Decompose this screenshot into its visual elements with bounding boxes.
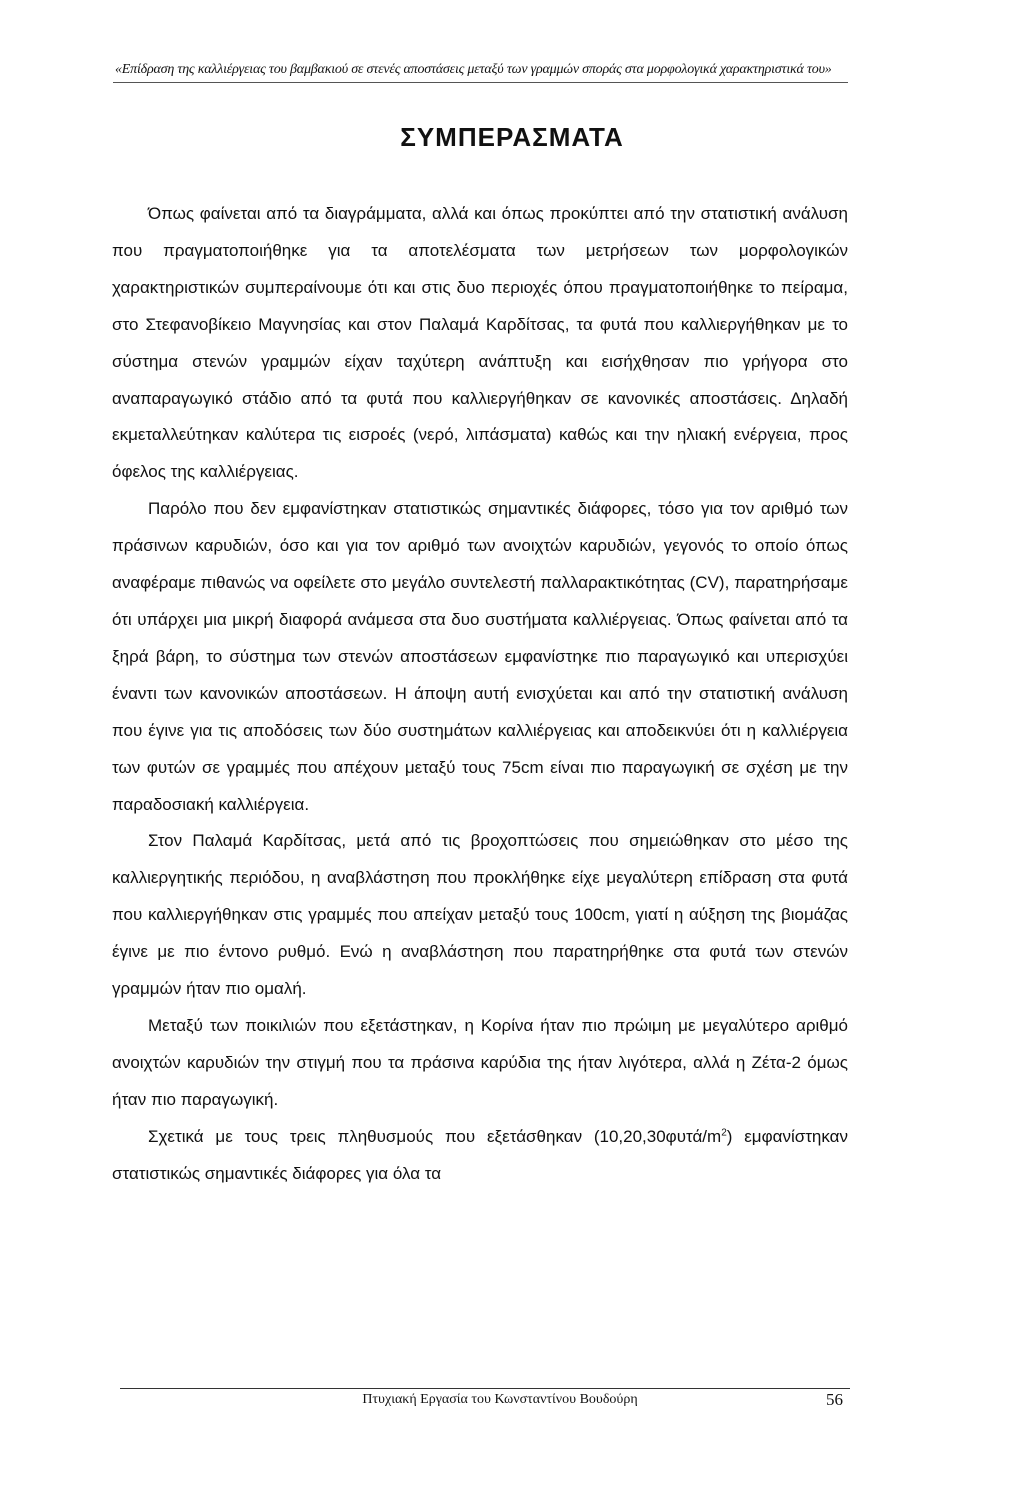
superscript-2: 2 — [721, 1127, 727, 1138]
header-rule — [113, 82, 848, 83]
paragraph-2: Παρόλο που δεν εμφανίστηκαν στατιστικώς σημαντικές διάφορες, τόσο για τον αριθμό των πράσινων καρυδιών, όσο και για τον αριθμό των ανοιχτών καρυδιών, γεγονός το οποίο όπως αναφέραμε πιθανώς να οφείλετε στο μεγάλο συντελεστή παλλαρακτικότητας (CV), παρατηρήσαμε ότι υπάρχει μια μικρή διαφορά ανάμεσα στα δυο συστήματα καλλιέργειας. Όπως φαίνεται από τα ξηρά βάρη, το σύστημα των στενών αποστάσεων εμφανίστηκε πιο παραγωγικό και υπερισχύει έναντι των κανονικών αποστάσεων. Η άποψη αυτή ενισχύεται και από την στατιστική ανάλυση που έγινε για τις αποδόσεις των δύο συστημάτων καλλιέργειας και αποδεικνύει ότι η καλλιέργεια των φυτών σε γραμμές που απέχουν μεταξύ τους 75cm είναι πιο παραγωγική σε σχέση με την παραδοσιακή καλλιέργεια. — [112, 499, 848, 814]
paragraph-4: Μεταξύ των ποικιλιών που εξετάστηκαν, η Κορίνα ήταν πιο πρώιμη με μεγαλύτερο αριθμό ανοιχτών καρυδιών την στιγμή που τα πράσινα καρύδια της ήταν λιγότερα, αλλά η Ζέτα-2 όμως ήταν πιο παραγωγική. — [112, 1015, 848, 1109]
paragraph-5-end: ) εμφανίστηκαν στατιστικώς σημαντικές διάφορες για όλα τα — [112, 1126, 848, 1183]
paragraph-3: Στον Παλαμά Καρδίτσας, μετά από τις βροχοπτώσεις που σημειώθηκαν στο μέσο της καλλιεργητικής περιόδου, η αναβλάστηση που προκλήθηκε είχε μεγαλύτερη επίδραση στα φυτά που καλλιεργήθηκαν στις γραμμές που απείχαν μεταξύ τους 100cm, γιατί η αύξηση της βιομάζας έγινε με πιο έντονο ρυθμό. Ενώ η αναβλάστηση που παρατηρήθηκε στα φυτά των στενών γραμμών ήταν πιο ομαλή. — [112, 831, 848, 999]
body-text — [112, 196, 848, 1192]
page-title: ΣΥΜΠΕΡΑΣΜΑΤΑ — [400, 122, 624, 152]
paragraph-5-start: Σχετικά με τους τρεις πληθυσμούς που εξετάσθηκαν (10,20,30φυτά/m — [148, 1126, 722, 1146]
footer-rule — [120, 1388, 850, 1389]
paragraph-1: Όπως φαίνεται από τα διαγράμματα, αλλά και όπως προκύπτει από την στατιστική ανάλυση που πραγματοποιήθηκε για τα αποτελέσματα των μετρήσεων των μορφολογικών χαρακτηριστικών συμπεραίνουμε ότι και στις δυο περιοχές όπου πραγματοποιήθηκε το πείραμα, στο Στεφανοβίκειο Μαγνησίας και στον Παλαμά Καρδίτσας, τα φυτά που καλλιεργήθηκαν με το σύστημα στενών γραμμών είχαν ταχύτερη ανάπτυξη και εισήχθησαν πιο γρήγορα στο αναπαραγωγικό στάδιο από τα φυτά που καλλιεργήθηκαν σε κανονικές αποστάσεις. Δηλαδή εκμεταλλεύτηκαν καλύτερα τις εισροές (νερό, λιπάσματα) καθώς και την ηλιακή ενέργεια, προς όφελος της καλλιέργειας. — [112, 204, 848, 482]
page-number: 56 — [826, 1390, 843, 1409]
paragraph-5 — [112, 1119, 848, 1193]
running-header: «Επίδραση της καλλιέργειας του βαμβακιού σε στενές αποστάσεις μεταξύ των γραμμών σποράς στα μορφολογικά χαρακτηριστικά του» — [115, 62, 832, 77]
footer-author-line: Πτυχιακή Εργασία του Κωνσταντίνου Βουδούρη — [362, 1392, 638, 1407]
